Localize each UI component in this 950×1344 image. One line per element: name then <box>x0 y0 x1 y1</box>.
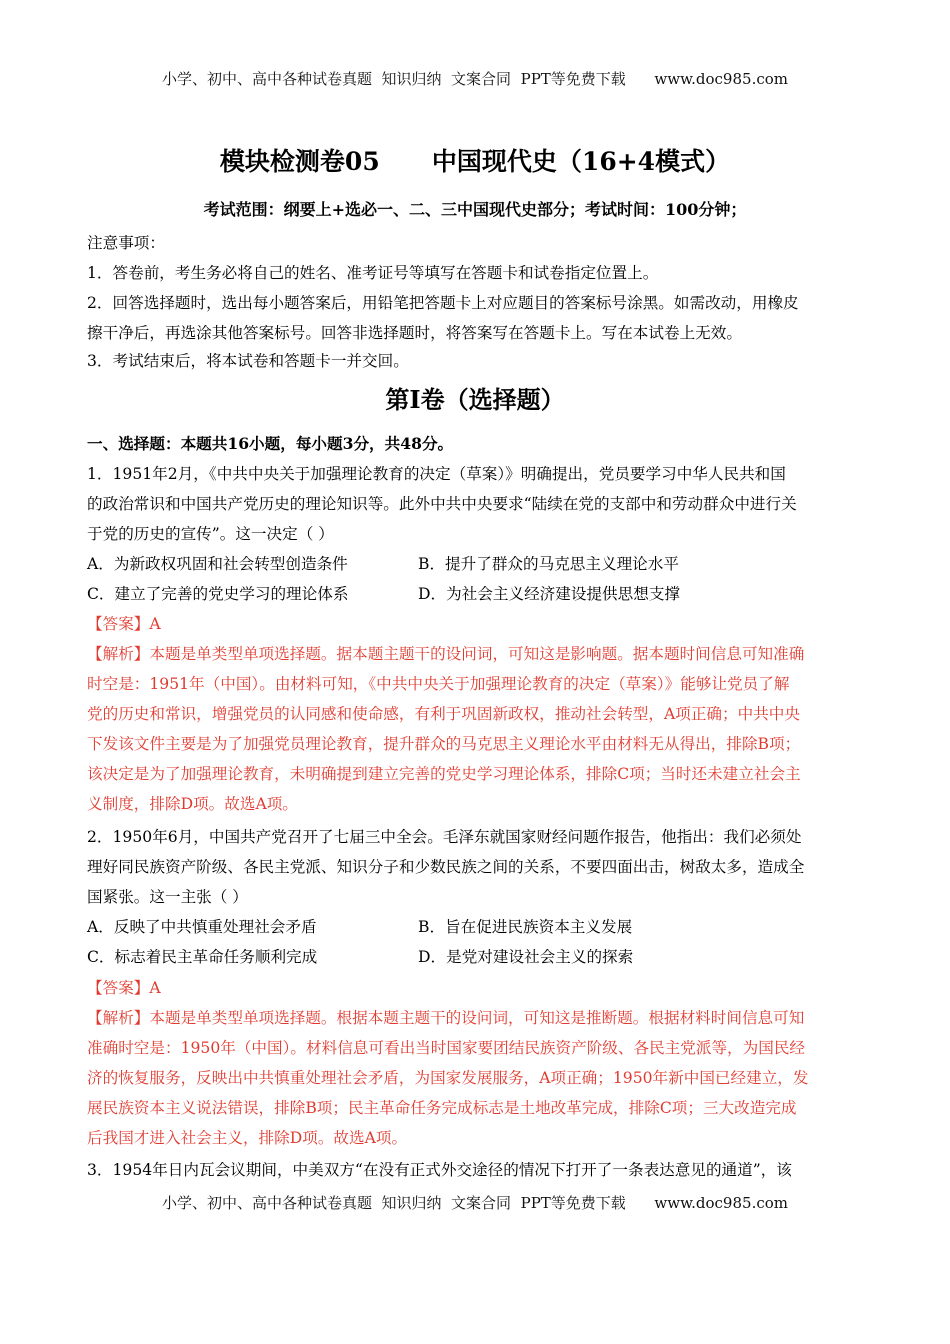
option-a: A．为新政权巩固和社会转型创造条件 <box>87 555 348 573</box>
section-title: 第I卷（选择题） <box>385 385 565 414</box>
notice-item: 擦干净后，再选涂其他答案标号。回答非选择题时，将答案写在答题卡上。写在本试卷上无效。 <box>87 324 742 342</box>
notice-item: 2．回答选择题时，选出每小题答案后，用铅笔把答题卡上对应题目的答案标号涂黑。如需改动，用橡皮 <box>87 294 799 312</box>
page-title: 模块检测卷05 中国现代史（16+4模式） <box>219 147 731 176</box>
question-stem: 的政治常识和中国共产党历史的理论知识等。此外中共中央要求“陆续在党的支部中和劳动群众中进行关 <box>87 495 797 513</box>
option-d: D．是党对建设社会主义的探索 <box>418 948 634 966</box>
question-stem: 2．1950年6月，中国共产党召开了七届三中全会。毛泽东就国家财经问题作报告，他指出：我们必须处 <box>87 828 802 846</box>
option-c: C．标志着民主革命任务顺利完成 <box>87 948 318 966</box>
analysis-line: 时空是：1951年（中国）。由材料可知，《中共中央关于加强理论教育的决定（草案）》能够让党员了解 <box>87 675 790 693</box>
question-stem: 3．1954年日内瓦会议期间，中美双方“在没有正式外交途径的情况下打开了一条表达意见的通道”，该 <box>87 1161 792 1179</box>
analysis-line: 展民族资本主义说法错误，排除B项；民主革命任务完成标志是土地改革完成，排除C项；三大改造完成 <box>87 1099 797 1117</box>
option-d: D．为社会主义经济建设提供思想支撑 <box>418 585 681 603</box>
option-c: C．建立了完善的党史学习的理论体系 <box>87 585 349 603</box>
notice-item: 1．答卷前，考生务必将自己的姓名、准考证号等填写在答题卡和试卷指定位置上。 <box>87 264 659 282</box>
option-b: B．旨在促进民族资本主义发展 <box>418 918 633 936</box>
analysis-line: 【解析】本题是单类型单项选择题。据本题主题干的设问词，可知这是影响题。据本题时间信息可知准确 <box>87 645 805 663</box>
analysis-line: 党的历史和常识，增强党员的认同感和使命感，有利于巩固新政权，推动社会转型，A项正确；中共中央 <box>87 705 800 723</box>
question-stem: 1．1951年2月，《中共中央关于加强理论教育的决定（草案）》明确提出，党员要学习中华人民共和国 <box>87 465 786 483</box>
analysis-line: 下发该文件主要是为了加强党员理论教育，提升群众的马克思主义理论水平由材料无从得出，排除B项； <box>87 735 801 753</box>
analysis-line: 义制度，排除D项。故选A项。 <box>87 795 298 813</box>
answer: 【答案】A <box>87 979 161 997</box>
page-header: 小学、初中、高中各种试卷真题 知识归纳 文案合同 PPT等免费下载 www.doc985.com <box>161 70 788 88</box>
option-a: A．反映了中共慎重处理社会矛盾 <box>87 918 317 936</box>
notice-item: 3．考试结束后，将本试卷和答题卡一并交回。 <box>87 352 409 370</box>
page-footer: 小学、初中、高中各种试卷真题 知识归纳 文案合同 PPT等免费下载 www.doc985.com <box>161 1194 788 1212</box>
question-stem: 理好同民族资产阶级、各民主党派、知识分子和少数民族之间的关系，不要四面出击，树敌太多，造成全 <box>87 858 805 876</box>
option-b: B．提升了群众的马克思主义理论水平 <box>418 555 679 573</box>
analysis-line: 后我国才进入社会主义，排除D项。故选A项。 <box>87 1129 408 1147</box>
answer: 【答案】A <box>87 615 161 633</box>
question-stem: 国紧张。这一主张（ ） <box>87 888 248 906</box>
analysis-line: 济的恢复服务，反映出中共慎重处理社会矛盾，为国家发展服务，A项正确；1950年新中国已经建立，发 <box>87 1069 809 1087</box>
notice-heading: 注意事项： <box>87 234 165 252</box>
analysis-line: 准确时空是：1950年（中国）。材料信息可看出当时国家要团结民族资产阶级、各民主党派等，为国民经 <box>87 1039 806 1057</box>
analysis-line: 该决定是为了加强理论教育，未明确提到建立完善的党史学习理论体系，排除C项；当时还未建立社会主 <box>87 765 801 783</box>
question-stem: 于党的历史的宣传”。这一决定（ ） <box>87 525 334 543</box>
part-heading: 一、选择题：本题共16小题，每小题3分，共48分。 <box>87 434 454 453</box>
exam-scope: 考试范围：纲要上+选必一、二、三中国现代史部分；考试时间：100分钟； <box>203 200 747 219</box>
analysis-line: 【解析】本题是单类型单项选择题。根据本题主题干的设问词，可知这是推断题。根据材料时间信息可知 <box>87 1009 805 1027</box>
